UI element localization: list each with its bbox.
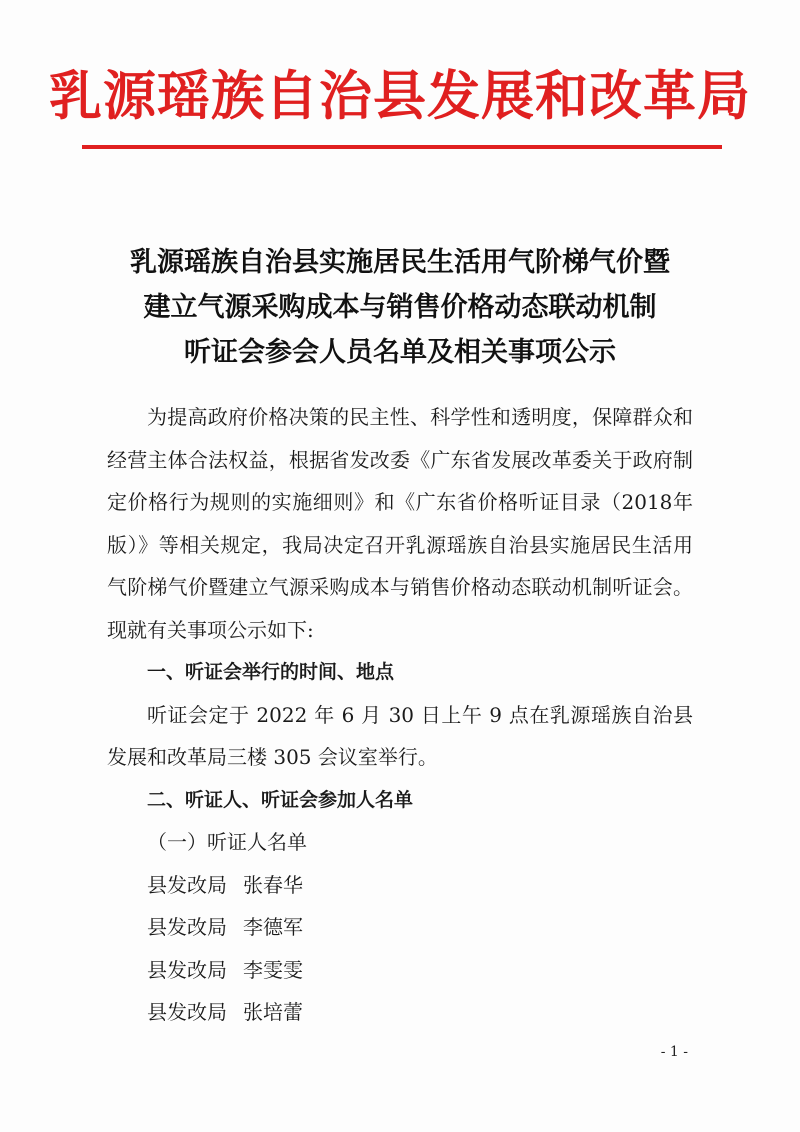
section-text-time-place: 听证会定于 2022 年 6 月 30 日上午 9 点在乳源瑶族自治县发展和改革局三楼 305 会议室举行。	[107, 702, 693, 769]
hearing-officer-row	[107, 991, 693, 1034]
title-line-1: 乳源瑶族自治县实施居民生活用气阶梯气价暨	[130, 247, 670, 278]
page-number: - 1 -	[660, 1044, 688, 1060]
subsection-heading-hearing-officers: （一）听证人名单	[147, 830, 307, 854]
title-line-3: 听证会参会人员名单及相关事项公示	[184, 337, 616, 368]
letterhead-divider	[82, 145, 722, 149]
hearing-officer-row	[107, 949, 693, 992]
hearing-officer-row	[107, 864, 693, 907]
officer-org: 县发改局	[147, 872, 227, 897]
document-title	[60, 240, 740, 375]
document-body	[107, 396, 693, 1034]
hearing-officer-row	[107, 906, 693, 949]
officer-org: 县发改局	[147, 915, 227, 939]
officer-name: 张培蕾	[243, 1000, 303, 1024]
officer-name: 张春华	[243, 872, 303, 897]
section-heading-participants: 二、听证人、听证会参加人名单	[147, 788, 414, 811]
section-heading-time-place: 一、听证会举行的时间、地点	[147, 661, 395, 683]
title-line-2: 建立气源采购成本与销售价格动态联动机制	[143, 292, 657, 323]
officer-org: 县发改局	[147, 957, 227, 982]
officer-name: 李雯雯	[243, 957, 303, 982]
intro-paragraph: 为提高政府价格决策的民主性、科学性和透明度，保障群众和经营主体合法权益，根据省发改委《广东省发展改革委关于政府制定价格行为规则的实施细则》和《广东省价格听证目录（2018年版）》等相关规定，我局决定召开乳源瑶族自治县实施居民生活用气阶梯气价暨建立气源采购成本与销售价格动态联动机制听证会。现就有关事项公示如下:	[107, 405, 693, 642]
letterhead-title: 乳源瑶族自治县发展和改革局	[49, 66, 751, 127]
officer-name: 李德军	[243, 915, 303, 939]
officer-org: 县发改局	[147, 1000, 227, 1024]
